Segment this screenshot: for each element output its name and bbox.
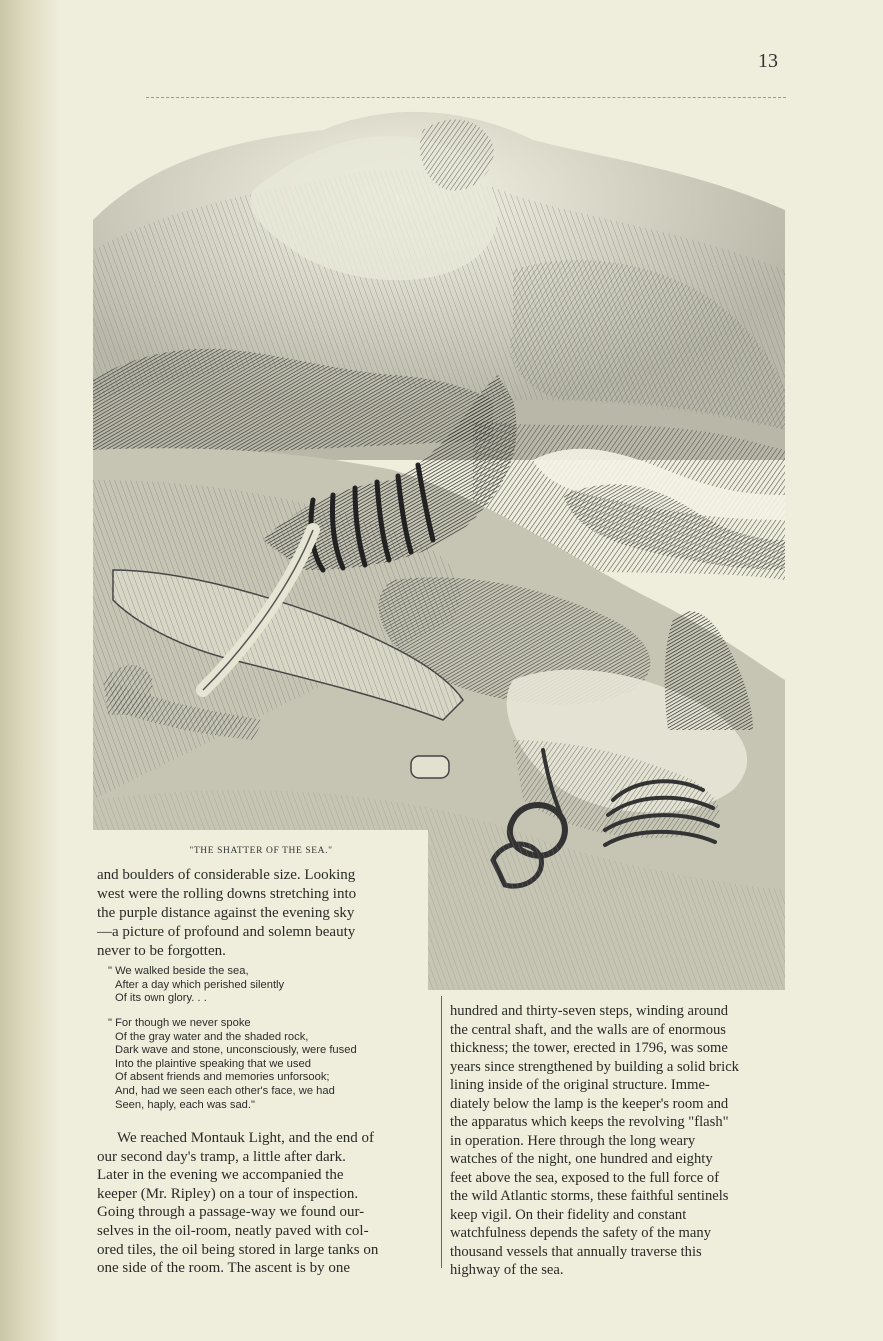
paragraph-line: hundred and thirty-seven steps, winding around	[450, 1003, 729, 1019]
verse-stanza-2	[108, 1017, 438, 1112]
verse-line: Seen, haply, each was sad."	[115, 1098, 255, 1111]
paragraph-line: our second day's tramp, a little after dark.	[97, 1148, 346, 1165]
paragraph-line: ored tiles, the oil being stored in large tanks on	[97, 1241, 379, 1258]
book-spine-shadow	[0, 0, 60, 1341]
paragraph-line: We reached Montauk Light, and the end of	[117, 1130, 375, 1146]
header-rule	[146, 97, 786, 98]
verse-line: Of the gray water and the shaded rock,	[115, 1030, 309, 1043]
paragraph-line: Later in the evening we accompanied the	[97, 1167, 344, 1184]
intro-paragraph	[97, 866, 437, 961]
paragraph-line: thickness; the tower, erected in 1796, was some	[450, 1040, 728, 1056]
paragraph-line: in operation. Here through the long weary	[450, 1132, 696, 1149]
shipwreck-engraving	[93, 100, 785, 990]
left-column-paragraph	[97, 1129, 437, 1278]
paragraph-line: keeper (Mr. Ripley) on a tour of inspection.	[97, 1185, 359, 1202]
paragraph-line: watchfulness depends the safety of the many	[450, 1225, 711, 1241]
verse-line: " For though we never spoke	[108, 1017, 251, 1029]
paragraph-line: thousand vessels that annually traverse this	[450, 1243, 702, 1260]
paragraph-line: diately below the lamp is the keeper's room and	[450, 1095, 729, 1112]
verse-line: Of its own glory. . .	[115, 992, 207, 1005]
illustration-caption: "THE SHATTER OF THE SEA."	[189, 846, 333, 856]
paragraph-line: highway of the sea.	[450, 1262, 564, 1278]
paragraph-line: the apparatus which keeps the revolving "flash"	[450, 1114, 729, 1130]
paragraph-line: the central shaft, and the walls are of enormous	[450, 1021, 726, 1038]
verse-line: Into the plaintive speaking that we used	[115, 1057, 311, 1070]
paragraph-line: years since strengthened by building a solid brick	[450, 1058, 739, 1075]
paragraph-line: the wild Atlantic storms, these faithful sentinels	[450, 1188, 729, 1204]
paragraph-line: watches of the night, one hundred and eighty	[450, 1151, 713, 1167]
column-divider	[441, 996, 442, 1268]
paragraph-line: one side of the room. The ascent is by one	[97, 1260, 350, 1277]
paragraph-line: feet above the sea, exposed to the full force of	[450, 1169, 720, 1186]
intro-line: the purple distance against the evening sky	[97, 905, 355, 921]
paragraph-line: lining inside of the original structure. Imme-	[450, 1077, 710, 1093]
right-column-paragraph	[450, 1002, 790, 1280]
verse-line: After a day which perished silently	[115, 978, 285, 991]
verse-line: " We walked beside the sea,	[108, 965, 249, 977]
intro-line: and boulders of considerable size. Looking	[97, 867, 356, 883]
verse-line: And, had we seen each other's face, we had	[115, 1084, 335, 1097]
paragraph-line: keep vigil. On their fidelity and constant	[450, 1206, 687, 1223]
page-number: 13	[758, 50, 778, 72]
verse-stanza-1	[108, 965, 438, 1006]
intro-line: never to be forgotten.	[97, 943, 226, 959]
verse-line: Of absent friends and memories unforsook;	[115, 1071, 330, 1084]
paragraph-line: Going through a passage-way we found our-	[97, 1204, 365, 1221]
intro-line: —a picture of profound and solemn beauty	[97, 924, 356, 940]
intro-line: west were the rolling downs stretching into	[97, 886, 357, 902]
verse-line: Dark wave and stone, unconsciously, were fused	[115, 1044, 357, 1057]
paragraph-line: selves in the oil-room, neatly paved with col-	[97, 1222, 369, 1239]
